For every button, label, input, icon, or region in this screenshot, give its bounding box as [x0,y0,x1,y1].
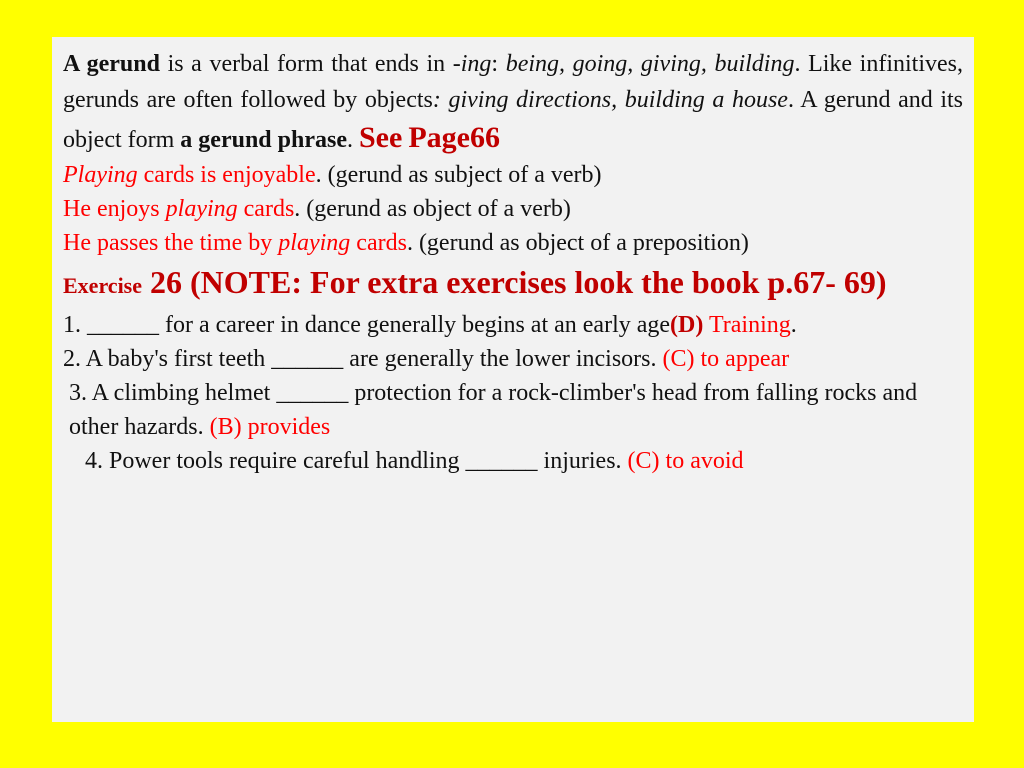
answer-text: (C) to appear [662,346,790,372]
definition-text-3: . A gerund and its object form [63,87,963,153]
question-3 [63,376,963,444]
question-text: 3. A climbing helmet ______ protection for a rock-climber's head from falling rocks and other hazards. [69,380,918,440]
question-1 [63,308,963,342]
definition-period: . [346,127,359,153]
answer-text: (C) to avoid [627,448,744,474]
term-gerund-phrase: a gerund phrase [180,127,347,153]
example-gerund: Playing [63,162,138,188]
question-2 [63,342,963,376]
example-red-text: cards [237,196,295,222]
see-reference: See [358,121,403,154]
colon: : [491,51,506,77]
term-gerund: A gerund [63,51,160,77]
question-4 [63,444,963,478]
answer-text: Training [703,312,791,338]
example-subject [63,158,963,192]
definition-text-1: is a verbal form that ends in [159,51,453,77]
slide-content [63,46,963,478]
example-note: . (gerund as object of a preposition) [406,230,749,256]
colon-2: : [432,87,449,113]
question-end: . [790,312,797,338]
example-red-text: cards is enjoyable [137,162,316,188]
example-object-preposition [63,226,963,260]
ing-suffix: -ing [452,51,492,77]
exercise-title: 26 (NOTE: For extra exercises look the book p.67- 69) [142,264,887,300]
object-examples: giving directions, building a house [448,87,788,113]
example-note: . (gerund as subject of a verb) [315,162,602,188]
gerund-examples: being, going, giving, building [505,51,795,77]
example-gerund: playing [165,196,238,222]
question-text: 1. ______ for a career in dance generally begins at an early age [63,312,671,338]
example-prefix: He passes the time by [63,230,279,256]
example-prefix: He enjoys [63,196,166,222]
exercise-heading [63,263,963,308]
example-red-text: cards [350,230,407,256]
example-object-verb [63,192,963,226]
answer-text: (B) provides [209,414,331,440]
example-gerund: playing [278,230,351,256]
exercise-label: Exercise [63,273,143,298]
page-reference: Page66 [408,121,500,154]
answer-letter: (D) [670,312,704,338]
example-note: . (gerund as object of a verb) [294,196,571,222]
definition-text-2: . Like infinitives, gerunds are often followed by objects [63,51,963,113]
question-text: 2. A baby's first teeth ______ are generally the lower incisors. [63,346,663,372]
gerund-definition [63,46,963,158]
slide-panel [52,37,974,722]
question-text: 4. Power tools require careful handling ______ injuries. [85,448,628,474]
